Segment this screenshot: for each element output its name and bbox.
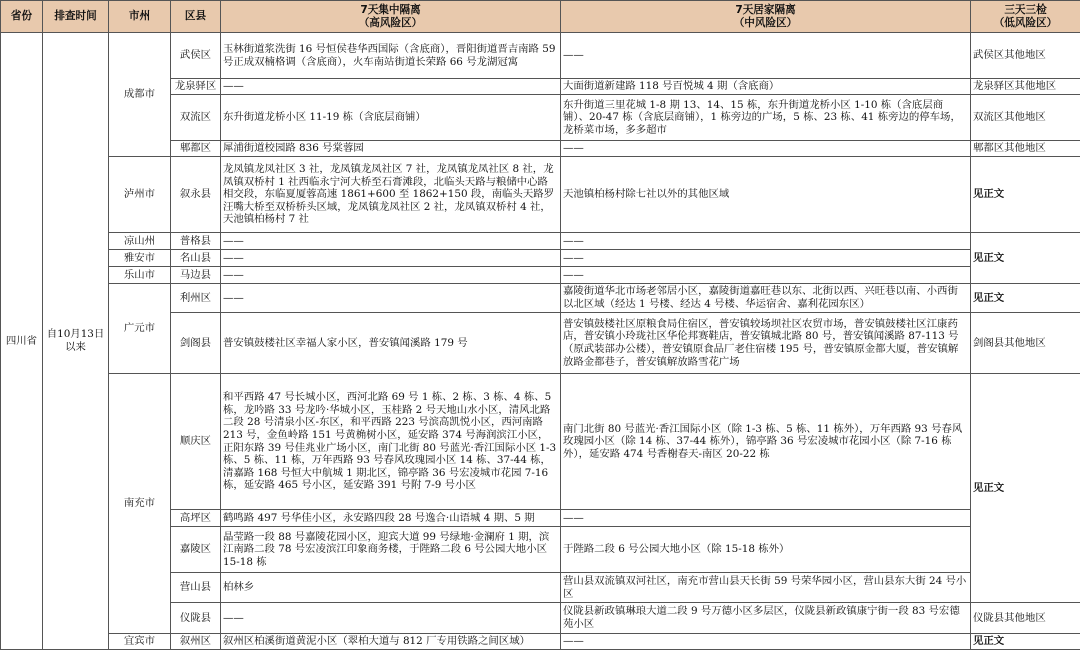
col-time: 排查时间 (43, 1, 109, 33)
table-row (1, 267, 1080, 284)
city-cell: 泸州市 (109, 157, 171, 233)
mid-risk-cell: —— (561, 634, 971, 650)
city-cell: 成都市 (109, 33, 171, 157)
mid-risk-cell: 东升街道三里花城 1-8 期 13、14、15 栋，东升街道龙桥小区 1-10 栋（含底层商铺）、20-47 栋（含底层商铺），1 栋旁边的广场，5 栋、23 栋、41 栋旁边的停车场，龙桥菜市场，多多超市 (561, 95, 971, 141)
table-row (1, 374, 1080, 510)
col-province: 省份 (1, 1, 43, 33)
city-cell: 宜宾市 (109, 634, 171, 650)
mid-risk-cell: 南门北街 80 号蓝光·香江国际小区（除 1-3 栋、5 栋、11 栋外），万年西路 93 号春风玫瑰园小区（除 14 栋、37-44 栋外），锦亭路 36 号宏凌城市花园小区（除 7-16 栋外），延安路 474 号香榭春天-南区 20-22 栋 (561, 374, 971, 510)
mid-risk-cell: 天池镇柏杨村除七社以外的其他区域 (561, 157, 971, 233)
low-risk-cell: 龙泉驿区其他地区 (971, 79, 1080, 95)
low-risk-cell: 郫都区其他地区 (971, 141, 1080, 157)
mid-title: 7天居家隔离 (735, 4, 796, 17)
district-cell: 武侯区 (171, 33, 221, 79)
mid-sub: （中风险区） (733, 16, 798, 29)
mid-risk-cell: —— (561, 33, 971, 79)
mid-risk-cell: 仪陇县新政镇琳琅大道二段 9 号万德小区多层区，仪陇县新政镇康宁街一段 83 号宏德苑小区 (561, 603, 971, 634)
province-cell: 四川省 (1, 33, 43, 650)
time-cell: 自10月13日以来 (43, 33, 109, 650)
city-cell: 雅安市 (109, 250, 171, 267)
high-risk-cell: 普安镇鼓楼社区幸福人家小区，普安镇闻溪路 179 号 (221, 313, 561, 374)
mid-risk-cell: 营山县双流镇双河社区，南充市营山县天长街 59 号荣华园小区，营山县东大街 24 号小区 (561, 573, 971, 603)
district-cell: 叙州区 (171, 634, 221, 650)
city-cell: 凉山州 (109, 233, 171, 250)
col-low-risk (971, 1, 1080, 33)
mid-risk-cell: —— (561, 267, 971, 284)
table-row (1, 634, 1080, 650)
col-city: 市州 (109, 1, 171, 33)
high-risk-cell: 和平西路 47 号长城小区，西河北路 69 号 1 栋、2 栋、3 栋、4 栋、5 栋，龙吟路 33 号龙吟·华城小区，玉桂路 2 号天地山水小区，清风北路二段 28 号清泉小区-东区，和平西路 223 号滨高凯悦小区，西河南路 213 号，金鱼岭路 151 号黄桷树小区，延安路 374 号海润滨江小区，正阳东路 39 号佳兆业广场小区，南门北街 80 号蓝光·香江国际小区 1-3 栋、5 栋、11 栋，万年西路 93 号春风玫瑰园小区 14 栋、37-44 栋，清嘉路 168 号恒大中航城 1 期北区，锦亭路 36 号宏凌城市花园 7-16 栋，延安路 465 号小区，延安路 391 号附 7-9 号小区 (221, 374, 561, 510)
table-row (1, 157, 1080, 233)
header-row (1, 1, 1080, 33)
high-risk-cell: 龙凤镇龙凤社区 3 社，龙凤镇龙凤社区 7 社，龙凤镇龙凤社区 8 社，龙凤镇双桥村 1 社西临永宁河大桥至石膏滩段，北临头天路与粮储中心路相交段，东临夏厦蓉高速 1861+600 至 1862+150 段，南临头天路罗汪嘴大桥至双桥桥头区域，龙凤镇龙凤社区 2 社，龙凤镇双桥村 4 社，天池镇柏杨村 7 社 (221, 157, 561, 233)
district-cell: 普格县 (171, 233, 221, 250)
col-district: 区县 (171, 1, 221, 33)
mid-risk-cell: 嘉陵街道华北市场老邻居小区，嘉陵街道嘉旺巷以东、北街以西、兴旺巷以南、小西街以北区域（经达 1 号楼、经达 4 号楼、华运宿舍、嘉利花园东区） (561, 284, 971, 313)
high-risk-cell: —— (221, 267, 561, 284)
district-cell: 仪陇县 (171, 603, 221, 634)
city-cell: 南充市 (109, 374, 171, 634)
district-cell: 嘉陵区 (171, 527, 221, 573)
high-risk-cell: 东升街道龙桥小区 11-19 栋（含底层商铺） (221, 95, 561, 141)
mid-risk-cell: —— (561, 233, 971, 250)
mid-risk-cell: 大面街道新建路 118 号百悦城 4 期（含底商） (561, 79, 971, 95)
city-cell: 乐山市 (109, 267, 171, 284)
col-high-risk (221, 1, 561, 33)
low-sub: （低风险区） (993, 16, 1058, 29)
low-title: 三天三检 (1004, 4, 1047, 17)
mid-risk-cell: 于陛路二段 6 号公园大地小区（除 15-18 栋外） (561, 527, 971, 573)
high-risk-cell: 柏林乡 (221, 573, 561, 603)
low-risk-cell: 见正文 (971, 233, 1080, 284)
city-cell: 广元市 (109, 284, 171, 374)
table-row (1, 284, 1080, 313)
high-risk-cell: —— (221, 79, 561, 95)
district-cell: 高坪区 (171, 510, 221, 527)
high-sub: （高风险区） (358, 16, 423, 29)
district-cell: 龙泉驿区 (171, 79, 221, 95)
mid-risk-cell: —— (561, 250, 971, 267)
table-row (1, 250, 1080, 267)
high-risk-cell: —— (221, 250, 561, 267)
low-risk-cell: 剑阁县其他地区 (971, 313, 1080, 374)
district-cell: 名山县 (171, 250, 221, 267)
high-risk-cell: 鹤鸣路 497 号华佳小区，永安路四段 28 号逸合·山语城 4 期、5 期 (221, 510, 561, 527)
high-risk-cell: 叙州区柏溪街道黄泥小区（翠柏大道与 812 厂专用铁路之间区域） (221, 634, 561, 650)
high-risk-cell: 犀浦街道校园路 836 号棠蓉园 (221, 141, 561, 157)
district-cell: 叙永县 (171, 157, 221, 233)
district-cell: 郫都区 (171, 141, 221, 157)
district-cell: 营山县 (171, 573, 221, 603)
low-risk-cell: 见正文 (971, 157, 1080, 233)
mid-risk-cell: —— (561, 510, 971, 527)
table-row (1, 33, 1080, 79)
low-risk-cell: 双流区其他地区 (971, 95, 1080, 141)
district-cell: 双流区 (171, 95, 221, 141)
district-cell: 利州区 (171, 284, 221, 313)
table-row (1, 233, 1080, 250)
low-risk-cell: 见正文 (971, 634, 1080, 650)
high-title: 7天集中隔离 (360, 4, 421, 17)
high-risk-cell: —— (221, 284, 561, 313)
district-cell: 马边县 (171, 267, 221, 284)
low-risk-cell: 武侯区其他地区 (971, 33, 1080, 79)
low-risk-cell: 见正文 (971, 284, 1080, 313)
high-risk-cell: 晶莹路一段 88 号嘉陵花园小区，迎宾大道 99 号绿地·金澜府 1 期，滨江南路二段 78 号宏凌滨江印象商务楼，于陛路二段 6 号公园大地小区 15-18 栋 (221, 527, 561, 573)
district-cell: 顺庆区 (171, 374, 221, 510)
low-risk-cell: 见正文 (971, 374, 1080, 603)
high-risk-cell: —— (221, 603, 561, 634)
col-mid-risk (561, 1, 971, 33)
high-risk-cell: 玉林街道浆洗街 16 号恒侯巷华西国际（含底商），晋阳街道晋吉南路 59 号正成双楠格调（含底商），火车南站街道长荣路 66 号龙湖冠寓 (221, 33, 561, 79)
district-cell: 剑阁县 (171, 313, 221, 374)
low-risk-cell: 仪陇县其他地区 (971, 603, 1080, 634)
mid-risk-cell: —— (561, 141, 971, 157)
mid-risk-cell: 普安镇鼓楼社区原粮食局住宿区，普安镇较场坝社区农贸市场，普安镇鼓楼社区江康药店，普安镇小玲珑社区华伦邦赛鞋店，普安镇城北路 80 号，普安镇闻溪路 87-113 号（原武装部办公楼），普安镇原食品厂老住宿楼 195 号，普安镇原金都大厦，普安镇解放路金都巷子，普安镇解放路雪花广场 (561, 313, 971, 374)
high-risk-cell: —— (221, 233, 561, 250)
